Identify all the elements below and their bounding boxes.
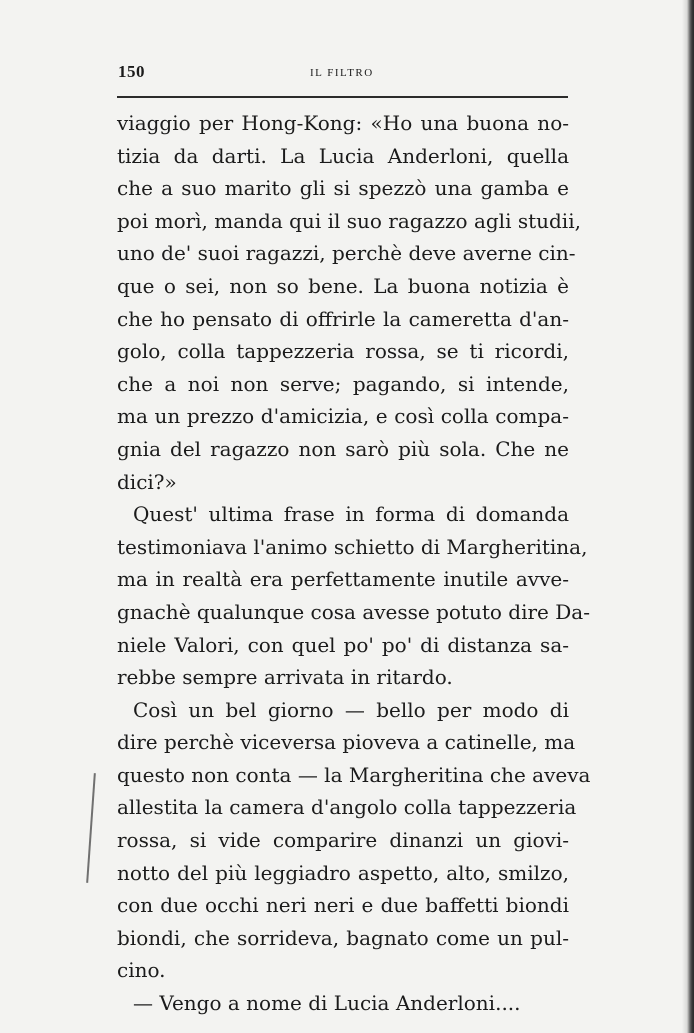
- page-number: 150: [118, 62, 145, 81]
- text-line: golo, colla tappezzeria rossa, se ti ricordi,: [117, 339, 569, 364]
- header-rule: [117, 96, 568, 98]
- text-line: con due occhi neri neri e due baffetti biondi: [117, 893, 569, 918]
- text-line: biondi, che sorrideva, bagnato come un pul-: [117, 925, 569, 950]
- page-edge-shadow: [682, 0, 694, 1033]
- body-text: [117, 107, 591, 1020]
- text-line: che ho pensato di offrirle la cameretta d'an-: [117, 306, 569, 331]
- text-line: testimoniava l'animo schietto di Margheritina,: [117, 534, 588, 559]
- text-line: dire perchè viceversa pioveva a catinelle, ma: [117, 730, 576, 755]
- text-line: — Vengo a nome di Lucia Anderloni....: [133, 991, 521, 1016]
- text-line: niele Valori, con quel po' po' di distanza sa-: [117, 632, 569, 657]
- text-line: tizia da darti. La Lucia Anderloni, quella: [117, 143, 569, 168]
- text-line: gnachè qualunque cosa avesse potuto dire Da-: [117, 599, 590, 624]
- text-line: cino.: [117, 958, 166, 983]
- text-line: poi morì, manda qui il suo ragazzo agli studii,: [117, 208, 581, 233]
- text-line: uno de' suoi ragazzi, perchè deve averne cin-: [117, 241, 576, 266]
- text-line: Quest' ultima frase in forma di domanda: [133, 502, 569, 527]
- text-line: ma un prezzo d'amicizia, e così colla compa-: [117, 404, 569, 429]
- text-line: dici?»: [117, 469, 177, 494]
- text-line: rossa, si vide comparire dinanzi un giovi-: [117, 828, 569, 853]
- text-line: allestita la camera d'angolo colla tappezzeria: [117, 795, 577, 820]
- text-line: ma in realtà era perfettamente inutile avve-: [117, 567, 569, 592]
- text-line: che a suo marito gli si spezzò una gamba e: [117, 176, 569, 201]
- text-line: rebbe sempre arrivata in ritardo.: [117, 665, 453, 690]
- running-title: IL FILTRO: [310, 67, 374, 79]
- text-line: che a noi non serve; pagando, si intende,: [117, 371, 569, 396]
- text-line: questo non conta — la Margheritina che aveva: [117, 762, 591, 787]
- text-line: que o sei, non so bene. La buona notizia è: [117, 273, 569, 298]
- text-line: viaggio per Hong-Kong: «Ho una buona no-: [117, 111, 569, 135]
- margin-pencil-mark: [86, 773, 96, 883]
- text-line: notto del più leggiadro aspetto, alto, smilzo,: [117, 860, 569, 885]
- text-line: Così un bel giorno — bello per modo di: [133, 697, 569, 722]
- text-line: gnia del ragazzo non sarò più sola. Che ne: [117, 436, 569, 461]
